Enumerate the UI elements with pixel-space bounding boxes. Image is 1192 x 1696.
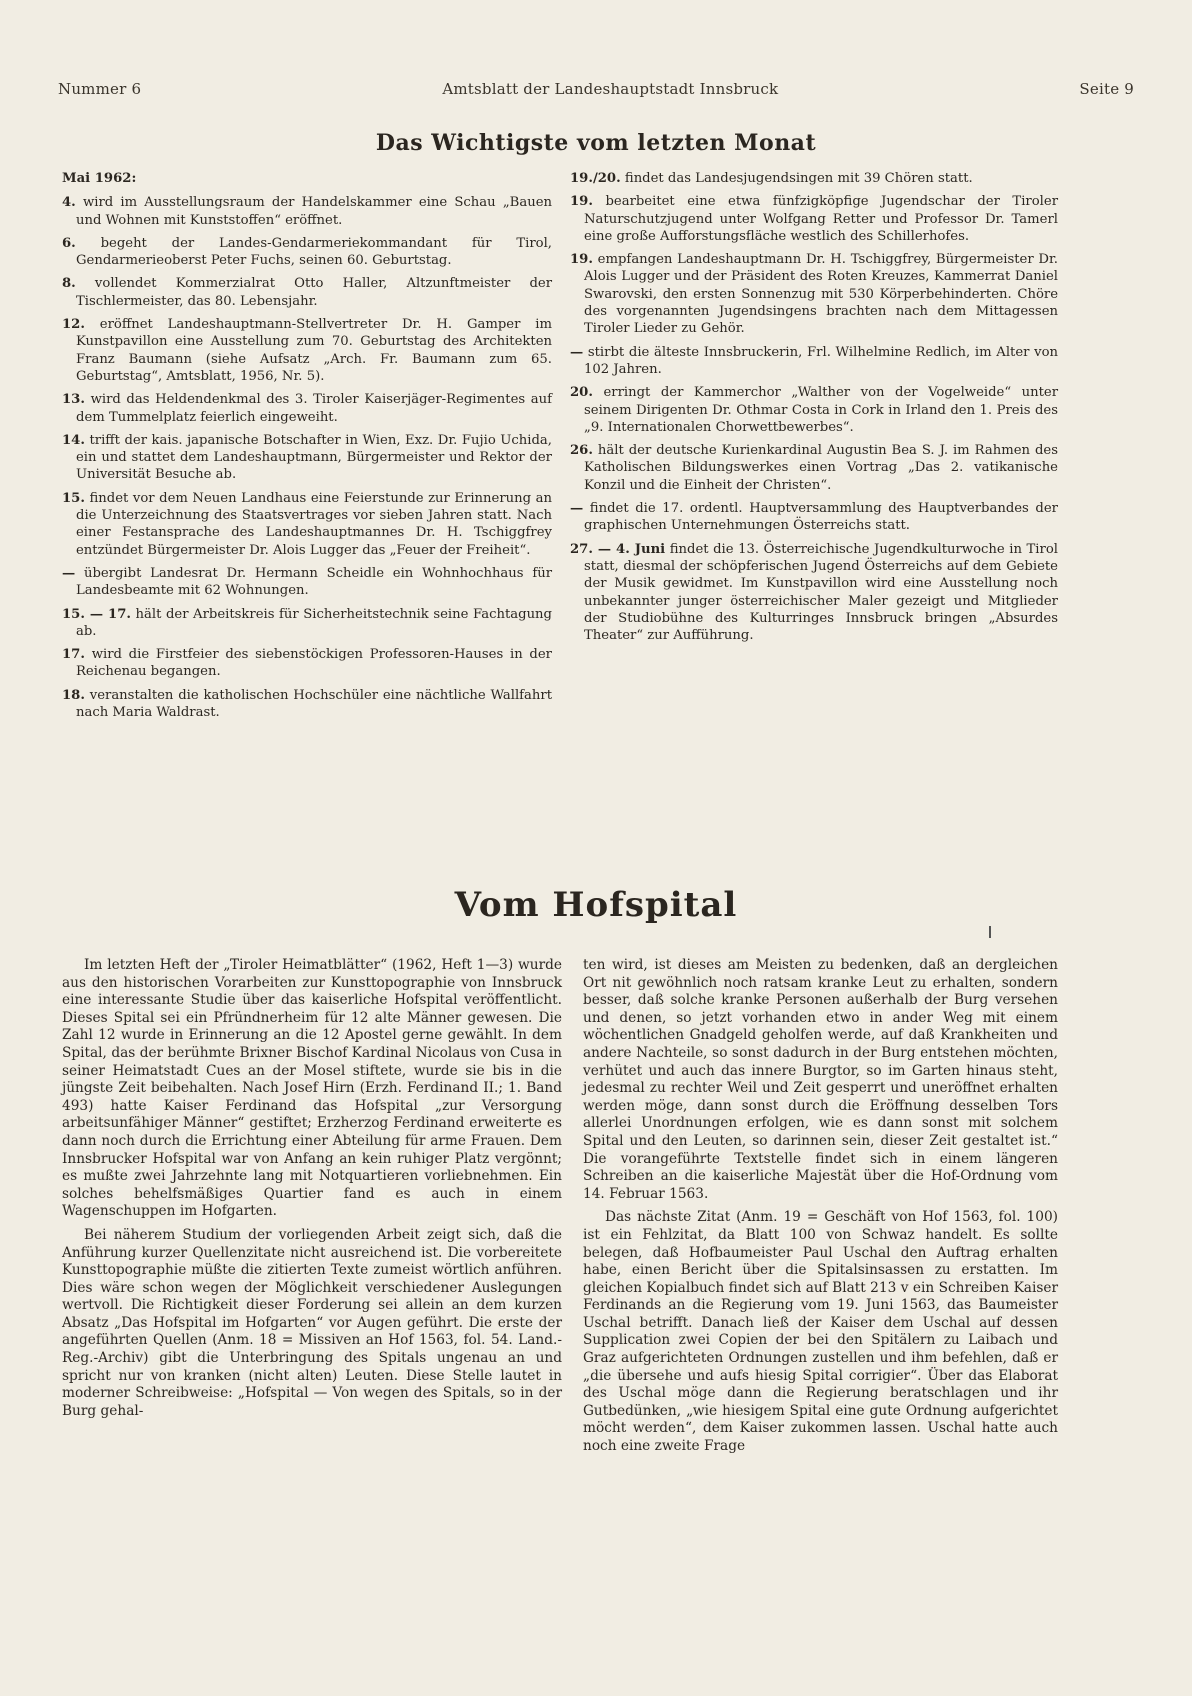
article-column-right xyxy=(583,957,1058,1462)
entry-date: — xyxy=(570,344,584,360)
entry-date: 27. — 4. Juni xyxy=(570,541,666,557)
news-entry xyxy=(570,442,1058,494)
entry-date: — xyxy=(62,565,76,581)
news-entry xyxy=(62,687,552,722)
entry-text: empfangen Landeshauptmann Dr. H. Tschiggfrey, Bürgermeister Dr. Alois Lugger und der Präsident des Roten Kreuzes, Kammerrat Daniel Swarovski, den ersten Sonnenzug mit 530 Körperbehinderten. Chöre des vorgenannten Jugendsingens brachten nach dem Mittagessen Tiroler Lieder zu Gehör. xyxy=(584,252,1058,337)
news-entry xyxy=(62,316,552,385)
entry-text: findet die 17. ordentl. Hauptversammlung des Hauptverbandes der graphischen Unternehmungen Österreichs statt. xyxy=(583,501,1058,534)
entry-text: findet das Landesjugendsingen mit 39 Chören statt. xyxy=(620,171,973,186)
entry-date: 26. xyxy=(570,443,593,459)
section-title-monthly-news: Das Wichtigste vom letzten Monat xyxy=(375,130,817,156)
entry-text: eröffnet Landeshauptmann-Stellvertreter Dr. H. Gamper im Kunstpavillon eine Ausstellung zum 70. Geburtstag des Architekten Franz Baumann (siehe Aufsatz „Arch. Fr. Baumann zum 65. Geburtstag“, Amtsblatt, 1956, Nr. 5). xyxy=(76,317,552,384)
article-paragraph: ten wird, ist dieses am Meisten zu bedenken, daß an dergleichen Ort nit gewöhnlich noch ratsam kranke Leut zu erhalten, sondern besser, daß solche kranke Personen außerhalb der Burg versehen und denen, so jetzt vorhanden etwo in ander Weg mit einem wöchentlichen Gnadgeld geholfen werde, auf daß Krankheiten und andere Nachteile, so sonst dadurch in der Burg entstehen möchten, verhütet und auch das innere Burgtor, so im Garten hinaus steht, jedesmal zu rechter Weil und Zeit gesperrt und uneröffnet erhalten werden möge, dann sonst durch die Eröffnung desselben Tors allerlei Unordnungen erfolgen, wie es dann sonst mit solchem Spital und den Leuten, so darinnen sein, dieser Zeit gestaltet ist.“ Die vorangeführte Textstelle findet sich in einem längeren Schreiben an die kaiserliche Majestät über die Hof-Ordnung vom 14. Februar 1563. xyxy=(583,957,1058,1202)
news-entry xyxy=(570,251,1058,337)
page-number: Seite 9 xyxy=(1079,80,1134,98)
entry-date: 19. xyxy=(570,194,593,210)
entry-date: 19./20. xyxy=(570,171,621,186)
entry-text: erringt der Kammerchor „Walther von der Vogelweide“ unter seinem Dirigenten Dr. Othmar Costa in Cork in Irland den 1. Preis des „9. Internationalen Chorwettbewerbes“. xyxy=(584,385,1058,435)
entry-text: trifft der kais. japanische Botschafter in Wien, Exz. Dr. Fujio Uchida, ein und stattet dem Landeshauptmann, Bürgermeister und Rektor der Universität Besuche ab. xyxy=(76,432,552,483)
print-mark xyxy=(989,926,991,938)
entry-date: 14. xyxy=(62,432,85,448)
news-entry xyxy=(570,500,1058,535)
entry-text: findet die 13. Österreichische Jugendkulturwoche in Tirol statt, diesmal der schöpferischen Jugend Österreichs auf dem Gebiete der Musik gewidmet. Im Kunstpavillon wird eine Ausstellung noch unbekannter junger österreichischer Maler gezeigt und Mitglieder der Studiobühne des Kulturringes Innsbruck bringen „Absurdes Theater“ zur Aufführung. xyxy=(584,541,1058,644)
news-entry xyxy=(62,646,552,681)
article-title: Vom Hofspital xyxy=(454,885,738,925)
entry-text: hält der Arbeitskreis für Sicherheitstechnik seine Fachtagung ab. xyxy=(76,606,552,639)
news-entry xyxy=(570,170,1058,187)
entry-date: 15. xyxy=(62,490,85,506)
entry-date: 4. xyxy=(62,195,76,211)
article-paragraph: Bei näherem Studium der vorliegenden Arbeit zeigt sich, daß die Anführung kurzer Quellenzitate nicht ausreichend ist. Die vorbereitete Kunsttopographie müßte die zitierten Texte zumeist wörtlich anführen. Dies wäre schon wegen der Möglichkeit verschiedener Auslegungen wertvoll. Die Richtigkeit dieser Forderung sei allein an dem kurzen Absatz „Das Hofspital im Hofgarten“ vor Augen geführt. Die erste der angeführten Quellen (Anm. 18 = Missiven an Hof 1563, fol. 54. Land.-Reg.-Archiv) gibt die Unterbringung des Spitals ungenau an und spricht nur von kranken (nicht alten) Leuten. Diese Stelle lautet in moderner Schreibweise: „Hofspital — Von wegen des Spitals, so in der Burg gehal- xyxy=(62,1226,562,1419)
entry-text: begeht der Landes-Gendarmeriekommandant für Tirol, Gendarmerieoberst Peter Fuchs, seinen 60. Geburtstag. xyxy=(75,235,552,269)
entry-text: veranstalten die katholischen Hochschüler eine nächtliche Wallfahrt nach Maria Waldrast. xyxy=(76,687,552,721)
entry-date: 12. xyxy=(62,317,85,333)
news-entry xyxy=(62,606,552,641)
news-entry xyxy=(62,275,552,310)
entry-text: stirbt die älteste Innsbruckerin, Frl. Wilhelmine Redlich, im Alter von 102 Jahren. xyxy=(583,344,1058,377)
entry-text: wird die Firstfeier des siebenstöckigen Professoren-Hauses in der Reichenau begangen. xyxy=(76,647,552,680)
entry-date: 13. xyxy=(62,392,85,408)
entry-date: 8. xyxy=(62,276,76,292)
news-entry xyxy=(62,565,552,600)
month-heading: Mai 1962: xyxy=(62,171,137,186)
entry-text: hält der deutsche Kurienkardinal Augustin Bea S. J. im Rahmen des Katholischen Bildungswerkes einen Vortrag „Das 2. vatikanische Konzil und die Einheit der Christen“. xyxy=(584,443,1058,493)
news-column-left xyxy=(62,170,552,727)
entry-date: 20. xyxy=(570,385,593,401)
issue-number: Nummer 6 xyxy=(58,80,142,98)
news-entry xyxy=(570,344,1058,379)
entry-date: 15. — 17. xyxy=(62,606,131,622)
entry-date: 18. xyxy=(62,687,85,703)
entry-text: wird im Ausstellungsraum der Handelskammer eine Schau „Bauen und Wohnen mit Kunststoffen“ eröffnet. xyxy=(75,195,552,228)
entry-text: findet vor dem Neuen Landhaus eine Feierstunde zur Erinnerung an die Unterzeichnung des Staatsvertrages vor sieben Jahren statt. Nach einer Festansprache des Landeshauptmannes Dr. H. Tschiggfrey entzündet Bürgermeister Dr. Alois Lugger das „Feuer der Freiheit“. xyxy=(76,490,552,558)
news-entry xyxy=(570,193,1058,245)
news-entry xyxy=(62,235,552,270)
news-entry xyxy=(62,432,552,484)
entry-date: 17. xyxy=(62,647,85,663)
news-column-right xyxy=(570,170,1058,650)
news-entry xyxy=(570,541,1058,645)
entry-text: wird das Heldendenkmal des 3. Tiroler Kaiserjäger-Regimentes auf dem Tummelplatz feierlich eingeweiht. xyxy=(76,392,552,425)
entry-date: 19. xyxy=(570,252,593,268)
entry-text: übergibt Landesrat Dr. Hermann Scheidle ein Wohnhochhaus für Landesbeamte mit 62 Wohnungen. xyxy=(75,565,552,599)
entry-text: bearbeitet eine etwa fünfzigköpfige Jugendschar der Tiroler Naturschutzjugend unter Wolfgang Retter und Professor Dr. Tamerl eine große Aufforstungsfläche westlich des Schillerhofes. xyxy=(584,194,1058,244)
news-entry xyxy=(62,490,552,559)
page-header xyxy=(58,80,1134,98)
news-entry xyxy=(62,391,552,426)
entry-text: vollendet Kommerzialrat Otto Haller, Altzunftmeister der Tischlermeister, das 80. Lebensjahr. xyxy=(75,276,552,309)
entry-date: — xyxy=(570,501,584,517)
article-paragraph: Im letzten Heft der „Tiroler Heimatblätter“ (1962, Heft 1—3) wurde aus den historischen Vorarbeiten zur Kunsttopographie von Innsbruck eine interessante Studie über das kaiserliche Hofspital veröffentlicht. Dieses Spital sei ein Pfründnerheim für 12 alte Männer gewesen. Die Zahl 12 wurde in Erinnerung an die 12 Apostel gerne gewählt. In dem Spital, das der berühmte Brixner Bischof Kardinal Nicolaus von Cusa in seiner Heimatstadt Cues an der Mosel stiftete, wurde sie bis in die jüngste Zeit beibehalten. Nach Josef Hirn (Erzh. Ferdinand II.; 1. Band 493) hatte Kaiser Ferdinand das Hofspital „zur Versorgung arbeitsunfähiger Männer“ gestiftet; Erzherzog Ferdinand erweiterte es dann noch durch die Errichtung einer Abteilung für arme Frauen. Dem Innsbrucker Hofspital war von Anfang an kein ruhiger Platz vergönnt; es mußte zwei Jahrzehnte lang mit Notquartieren vorliebnehmen. Ein solches behelfsmäßiges Quartier fand es auch in einem Wagenschuppen im Hofgarten. xyxy=(62,957,562,1220)
news-entry xyxy=(62,194,552,229)
article-paragraph: Das nächste Zitat (Anm. 19 = Geschäft von Hof 1563, fol. 100) ist ein Fehlzitat, da Blatt 100 von Schwaz handelt. Es sollte belegen, daß Hofbaumeister Paul Uschal den Auftrag erhalten habe, einen Bericht über die Spitalsinsassen zu erstatten. Im gleichen Kopialbuch findet sich auf Blatt 213 v ein Schreiben Kaiser Ferdinands an die Regierung vom 19. Juni 1563, das Baumeister Uschal betrifft. Danach ließ der Kaiser dem Uschal auf dessen Supplication zwei Copien der bei den Spitälern zu Laibach und Graz aufgerichteten Ordnungen zustellen und ihm befehlen, daß er „die übersehe und aufs hiesig Spital corrigier“. Über das Elaborat des Uschal möge dann die Regierung beratschlagen und ihr Gutbedünken, „wie hiesigem Spital eine gute Ordnung aufgerichtet möcht werden“, dem Kaiser zukommen lassen. Uschal hatte auch noch eine zweite Frage xyxy=(583,1209,1058,1455)
news-entry xyxy=(570,384,1058,436)
publication-title: Amtsblatt der Landeshauptstadt Innsbruck xyxy=(442,80,779,98)
entry-date: 6. xyxy=(62,235,76,251)
article-column-left xyxy=(62,957,562,1426)
